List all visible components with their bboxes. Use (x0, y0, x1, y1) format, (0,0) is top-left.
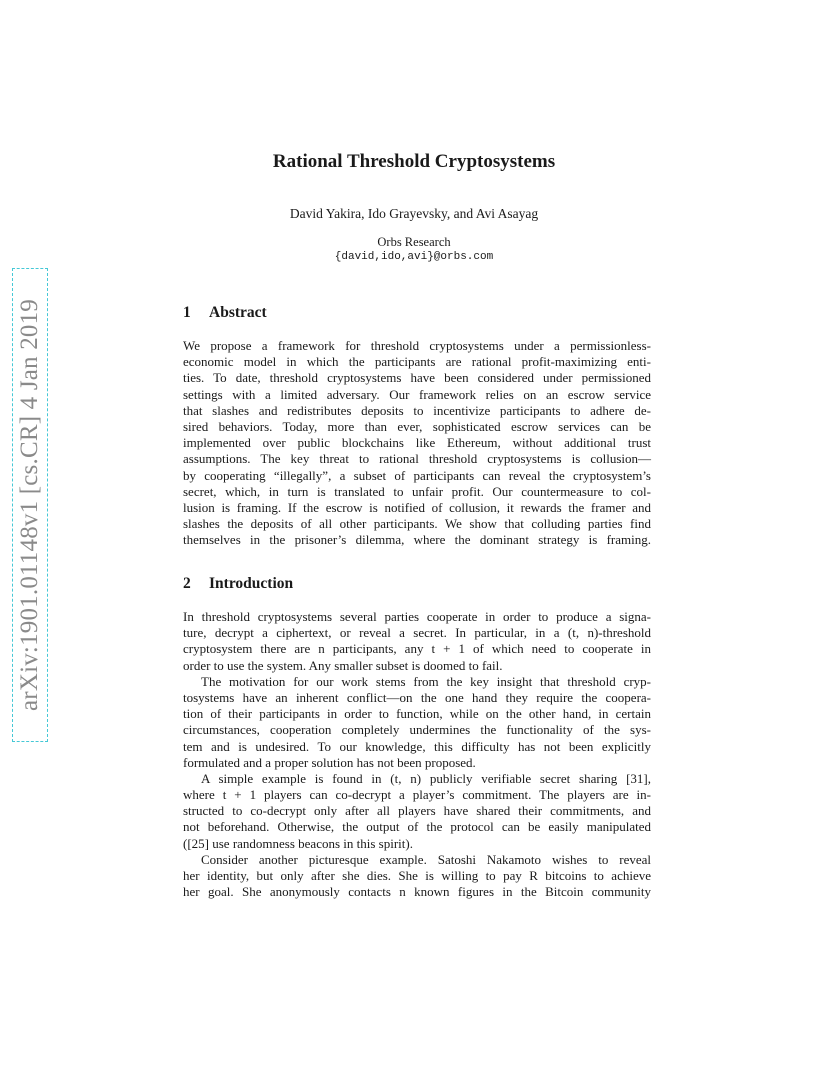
introduction-body (183, 609, 651, 900)
paper-title: Rational Threshold Cryptosystems (272, 151, 556, 172)
text-line: secret, which, in turn is translated to unfair profit. Our countermeasure to col- (183, 483, 651, 499)
text-line: In threshold cryptosystems several parties cooperate in order to produce a signa- (183, 609, 651, 624)
text-line: The motivation for our work stems from the key insight that threshold cryp- (201, 673, 651, 689)
author-email: {david,ido,avi}@orbs.com (334, 251, 494, 263)
affiliation: Orbs Research (377, 235, 451, 249)
text-line: economic model in which the participants are rational profit-maximizing enti- (183, 354, 651, 370)
text-line: formulated and a proper solution has not been proposed. (183, 754, 476, 770)
text-line: sired behaviors. Today, more than ever, sophisticated escrow services can be (183, 418, 651, 434)
text-line: circumstances, cooperation completely undermines the functionality of the sys- (183, 722, 651, 738)
abstract-body (183, 338, 651, 548)
section-number: 1 (183, 304, 191, 321)
arxiv-stamp (12, 268, 48, 742)
text-line: themselves in the prisoner’s dilemma, where the dominant strategy is framing. (183, 532, 651, 548)
text-line: settings with a limited adversary. Our framework relies on an escrow service (183, 386, 651, 402)
abstract-heading (183, 304, 267, 322)
text-line: not beforehand. Otherwise, the output of the protocol can be easily manipulated (183, 819, 651, 835)
arxiv-identifier: arXiv:1901.01148v1 [cs.CR] 4 Jan 2019 (16, 299, 43, 711)
text-line: that slashes and redistributes deposits to incentivize participants to adhere de- (183, 402, 651, 418)
text-line: where t + 1 players can co-decrypt a player’s commitment. The players are in- (183, 787, 651, 803)
text-line: tem and is undesired. To our knowledge, this difficulty has not been explicitly (183, 738, 651, 754)
text-line: her goal. She anonymously contacts n known figures in the Bitcoin community (183, 884, 651, 900)
author-list: David Yakira, Ido Grayevsky, and Avi Asayag (289, 206, 539, 221)
text-line: assumptions. The key threat to rational threshold cryptosystems is collusion— (183, 451, 651, 467)
introduction-heading (183, 575, 293, 593)
text-line: ture, decrypt a ciphertext, or reveal a secret. In particular, in a (t, n)-threshold (183, 625, 651, 641)
text-line: ([25] use randomness beacons in this spirit). (183, 835, 413, 851)
text-line: Consider another picturesque example. Satoshi Nakamoto wishes to reveal (201, 851, 651, 867)
text-line: implemented over public blockchains like Ethereum, without additional trust (183, 435, 651, 451)
text-line: structed to co-decrypt only after all players have shared their commitments, and (183, 803, 651, 819)
section-title: Abstract (209, 304, 267, 321)
text-line: A simple example is found in (t, n) publicly verifiable secret sharing [31], (201, 770, 651, 786)
text-line: tion of their participants in order to function, while on the other hand, in certain (183, 706, 651, 722)
text-line: We propose a framework for threshold cryptosystems under a permissionless- (183, 338, 651, 353)
text-line: her identity, but only after she dies. She is willing to pay R bitcoins to achieve (183, 868, 651, 883)
text-line: by cooperating “illegally”, a subset of participants can reveal the cryptosystem’s (183, 467, 651, 483)
text-line: ties. To date, threshold cryptosystems have been considered under permissioned (183, 370, 651, 386)
text-line: slashes the deposits of all other participants. We show that colluding parties find (183, 516, 651, 532)
section-number: 2 (183, 575, 191, 592)
section-title: Introduction (209, 575, 294, 592)
text-line: order to use the system. Any smaller subset is doomed to fail. (183, 657, 503, 673)
text-line: lusion is framing. If the escrow is notified of collusion, it rewards the framer and (183, 499, 651, 515)
text-line: cryptosystem there are n participants, any t + 1 of which need to cooperate in (183, 641, 651, 657)
text-line: tosystems have an inherent conflict—on the one hand they require the coopera- (183, 689, 651, 705)
